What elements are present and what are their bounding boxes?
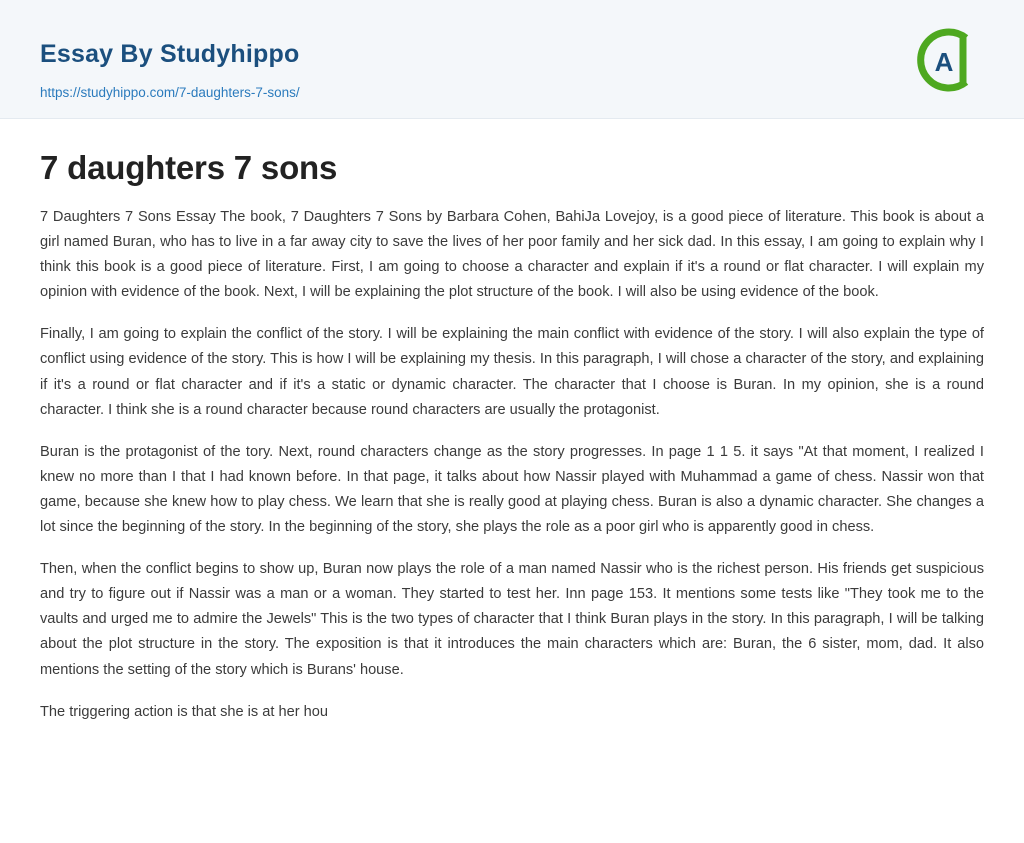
page-title: 7 daughters 7 sons — [40, 149, 338, 186]
article-paragraph: Then, when the conflict begins to show up, Buran now plays the role of a man named Nassir who is the richest person. His friends get suspicious and try to figure out if Nassir was a man or a woman. They started to test her. Inn page 153. It mentions some tests like "They took me to the vaults and urged me to admire the Jewels" This is the two types of character that I think Buran plays in the story. In this paragraph, I will be talking about the plot structure in the story. The exposition is that it introduces the main characters which are: Buran, the 6 sister, mom, dad. It also mentions the setting of the story which is Burans' house. — [40, 561, 984, 678]
circle-a-logo-icon — [908, 23, 982, 97]
article-body — [0, 119, 1024, 725]
svg-text:A: A — [934, 47, 954, 77]
source-url-link[interactable]: https://studyhippo.com/7-daughters-7-sons/ — [40, 85, 300, 100]
article-paragraph: Buran is the protagonist of the tory. Next, round characters change as the story progresses. In page 1 1 5. it says "At that moment, I realized I knew no more than I that I had known before. In that page, it talks about how Nassir played with Muhammad a game of chess. Nassir won that game, because she knew how to play chess. We learn that she is really good at playing chess. Buran is also a dynamic character. She changes a lot since the beginning of the story. In the beginning of the story, she plays the role as a poor girl who is apparently good in chess. — [40, 443, 984, 536]
article-paragraph: 7 Daughters 7 Sons Essay The book, 7 Daughters 7 Sons by Barbara Cohen, BahiJa Lovejoy, is a good piece of literature. This book is about a girl named Buran, who has to live in a far away city to save the lives of her poor family and her sick dad. In this essay, I am going to explain why I think this book is a good piece of literature. First, I am going to choose a character and explain if it's a round or flat character. I will explain my opinion with evidence of the book. Next, I will be explaining the plot structure of the book. I will also be using evidence of the book. — [40, 209, 984, 301]
site-header — [0, 0, 1024, 119]
site-brand-title: Essay By Studyhippo — [40, 40, 300, 68]
article-paragraph: Finally, I am going to explain the conflict of the story. I will be explaining the main conflict with evidence of the story. I will also explain the type of conflict using evidence of the story. This is how I will be explaining my thesis. In this paragraph, I will chose a character of the story, and explaining if it's a round or flat character and if it's a static or dynamic character. The character that I choose is Buran. In my opinion, she is a round character. I think she is a round character because round characters are usually the protagonist. — [40, 326, 984, 418]
article-paragraph: The triggering action is that she is at her hou — [40, 703, 328, 720]
